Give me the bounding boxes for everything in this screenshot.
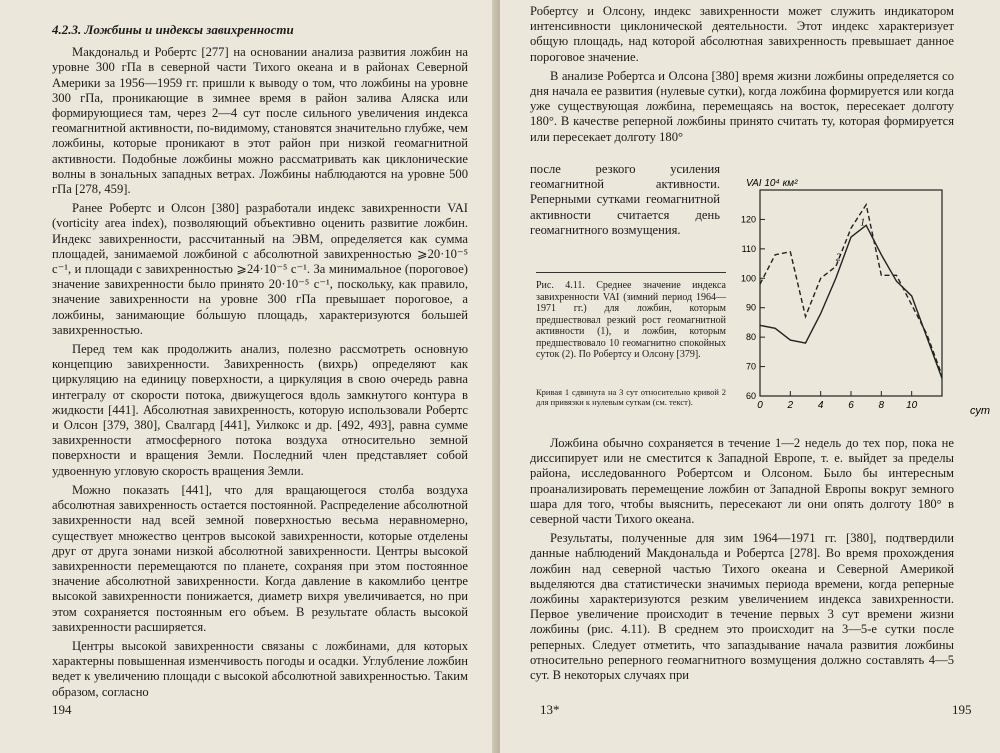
paragraph: Ложбина обычно сохраняется в течение 1—2 недель до тех пор, пока не диссипирует или не сместится к Западной Европе, т. е. выйдет за пределы района, исследованного Робертсом и Олсоном. Было бы интересным проанализировать перемещение ложбин от Западной Европы вокруг земного шара для того, чтобы выяснить, пересекают ли они опять долготу 180° в северной части Тихого океана. — [530, 436, 954, 527]
y-tick-label: 60 — [745, 391, 756, 401]
paragraph: после резкого усиления геомагнитной активности. Реперными сутками геомагнитной активности считается день геомагнитного возмущения. — [530, 162, 720, 237]
paragraph: Робертсу и Олсону, индекс завихренности может служить индикатором интенсивности циклонической деятельности. Этот индекс характеризует общую площадь, над которой абсолютная завихренность превышает данное пороговое значение. — [530, 4, 954, 64]
right-top-column — [530, 4, 954, 149]
paragraph: Можно показать [441], что для вращающегося столба воздуха абсолютная завихренность остается постоянной. Распределение абсолютной завихренности над всей земной поверхностью весьма неравномерно, существует множество центров высокой завихренности, которые отделены друг от друга зонами низкой абсолютной завихренности. Центры высокой завихренности перемещаются по планете, сохраняя при этом постоянное значение абсолютной завихренности. Когда давление в какомлибо центре высокой завихренности понижается, диаметр вихря увеличивается, но при этом сохраняется постоянным его объем. В результате область высокой завихренности расширяется. — [52, 482, 468, 634]
x-tick-label: 2 — [787, 400, 794, 411]
paragraph: Макдональд и Робертс [277] на основании анализа развития ложбин на уровне 300 гПа в северной части Тихого океана и в районах Северной Америки за 1956—1959 гг. пришли к выводу о том, что ложбины на уровне 300 гПа, проникающие в зимнее время в район залива Аляска или формирующиеся там, через 2—4 сут после сильного увеличения индекса геомагнитной активности, по-видимому, становятся значительно глубже, чем ложбины, которые проникают в этот район при низкой геомагнитной активности. Подобные ложбины можно рассматривать как циклонические волны в зональных западных ветрах. Ложбины наблюдаются на уровне 500 гПа [278, 459]. — [52, 45, 468, 197]
chart-ylabel: VAI 10⁴ км² — [746, 178, 798, 189]
chart-xlabel: сут — [970, 405, 991, 417]
paragraph: Результаты, полученные для зим 1964—1971 гг. [380], подтвердили данные наблюдений Макдональда и Робертса [278]. Во время прохождения ложбин над северной частью Тихого океана и Северной Америкой выделяются два статистически значимых периода времени, когда реперные ложбины характеризуются резким увеличением индекса завихренности. Первое увеличение происходит в течение первых 3 сут времени жизни ложбины (рис. 4.11). В среднем это происходит на 3—5-е сутки после реперных. Следует отметить, что запаздывание начала развития ложбины относительно реперного геомагнитного возмущения должно составлять 4—5 сут. В некоторых случаях при — [530, 531, 954, 683]
section-heading: 4.2.3. Ложбины и индексы завихренности — [52, 22, 294, 37]
paragraph: Перед тем как продолжить анализ, полезно рассмотреть основную концепцию завихренности. Завихренность (вихрь) определяют как циркуляцию на единицу поверхности, а циркуляция в свою очередь равна интегралу от скорости потока, движущегося вдоль замкнутого контура в жидкости [441]. Абсолютная завихренность, которую использовали Робертс и Олсон [379, 380], Свалгард [441], Уилкокс и др. [492, 493], равна сумме завихренности атмосферного потока воздуха относительно земной поверхности и вращения Земли. Последний член представляет собой удвоенную угловую скорость вращения Земли. — [52, 342, 468, 478]
page-number-left: 194 — [52, 702, 72, 717]
y-tick-label: 100 — [740, 273, 756, 284]
signature-mark: 13* — [540, 702, 560, 717]
paragraph: Ранее Робертс и Олсон [380] разработали индекс завихренности VAI (vorticity area index), позволяющий объективно оценить развитие ложбин. Индекс завихренности, рассчитанный на ЭВМ, определяется как сумма площадей, занимаемой ложбиной с абсолютной завихренностью ⩾20·10⁻⁵ с⁻¹, и площади с завихренностью ⩾24·10⁻⁵ с⁻¹. За минимальное (пороговое) значение завихренности было принято 20·10⁻⁵ с⁻¹, поскольку, как правило, значение завихренности на уровне 300 гПа превышает пороговое, а ложбины, занимающие бо́льшую площадь, характеризуются большей завихренностью. — [52, 201, 468, 337]
figure-caption — [536, 280, 726, 361]
y-tick-label: 80 — [745, 332, 756, 343]
x-tick-label: 8 — [878, 400, 885, 411]
y-tick-label: 120 — [740, 214, 756, 225]
x-tick-label: 0 — [757, 400, 763, 411]
series-line-2 — [760, 225, 942, 378]
right-bottom-column — [530, 436, 954, 687]
plot-frame — [760, 190, 942, 396]
series-line-1 — [760, 205, 942, 376]
caption-note: Кривая 1 сдвинута на 3 сут относительно кривой 2 для привязки к нулевым суткам (см. текст). — [536, 387, 726, 407]
series-label-1: 1 — [860, 217, 866, 229]
narrow-text-column — [530, 162, 720, 238]
y-tick-label: 70 — [745, 361, 756, 372]
page-number-right: 195 — [952, 702, 972, 717]
paragraph: В анализе Робертса и Олсона [380] время жизни ложбины определяется со дня начала ее развития (нулевые сутки), когда ложбина формируется или когда уже существующая ложбина, перемещаясь на восток, пересекает долготу 180°. В качестве реперной ложбины принято считать ту, которая формируется или пересекает долготу 180° — [530, 68, 954, 144]
y-tick-label: 90 — [745, 302, 756, 313]
series-label-2: 2 — [835, 252, 841, 264]
vai-chart — [732, 168, 994, 418]
caption-rule — [536, 272, 726, 273]
y-tick-label: 110 — [741, 243, 756, 254]
left-column — [52, 22, 468, 704]
caption-text: Рис. 4.11. Среднее значение индекса завихренности VAI (зимний период 1964—1971 гг.) для ложбин, которым предшествовал резкий рост геомагнитной активности (1), и ложбин, которым предшествовало 10 геомагнитно спокойных суток (2). По Робертсу и Олсону [379]. — [536, 280, 726, 360]
paragraph: Центры высокой завихренности связаны с ложбинами, для которых характерны повышенная изменчивость погоды и осадки. Углубление ложбин ведет к увеличению площади с высокой абсолютной завихренностью. Таким образом, согласно — [52, 638, 468, 699]
right-page — [500, 0, 1000, 753]
x-tick-label: 4 — [817, 400, 824, 411]
x-tick-label: 6 — [848, 400, 854, 411]
x-tick-label: 10 — [906, 400, 918, 411]
